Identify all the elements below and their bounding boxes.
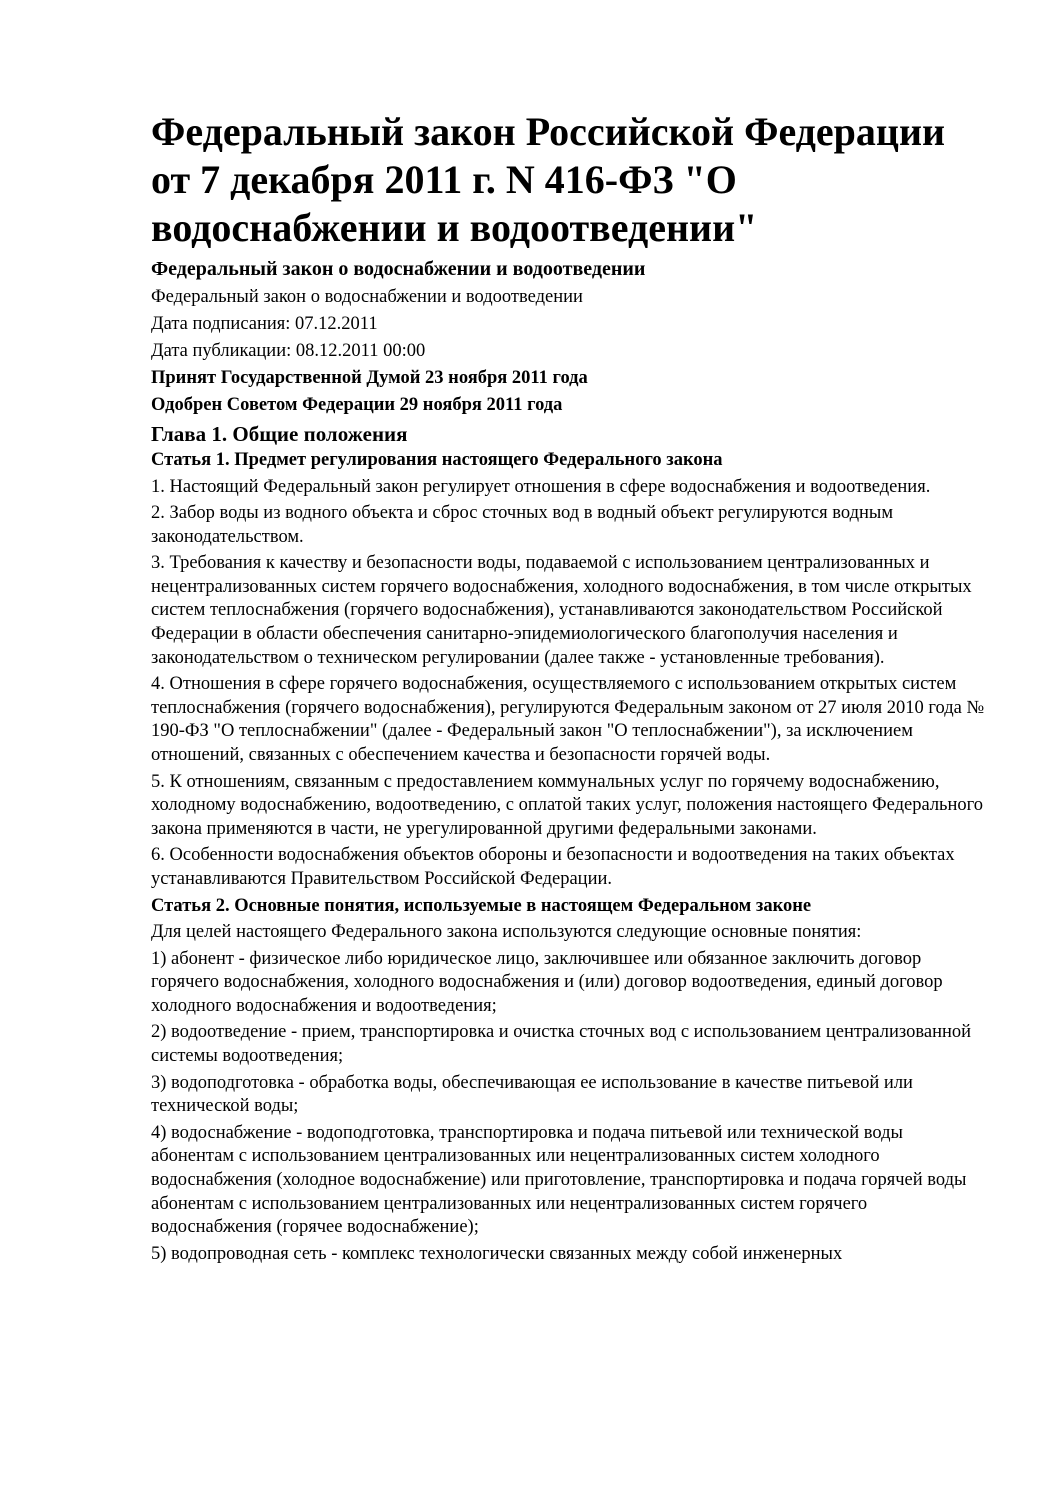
article-2-paragraph: 4) водоснабжение - водоподготовка, транспортировка и подача питьевой или технической воды абонентам с использованием централизованных или нецентрализованных систем холодного водоснабжения (холодное водоснабжение) или приготовление, транспортировка и подача горячей воды абонентам с использованием централизованных или нецентрализованных систем горячего водоснабжения (горячее водоснабжение); [151,1122,967,1238]
article-2-paragraph: 2) водоотведение - прием, транспортировка и очистка сточных вод с использованием централизованной системы водоотведения; [151,1022,972,1067]
article-1-paragraph: 5. К отношениям, связанным с предоставлением коммунальных услуг по горячему водоснабжению, холодному водоснабжению, водоотведению, с оплатой таких услуг, положения настоящего Федерального закона применяются в части, не урегулированной другими федеральными законами. [151,771,984,839]
chapter-heading: Глава 1. Общие положения [151,422,408,446]
article-2-paragraph: 5) водопроводная сеть - комплекс технологически связанных между собой инженерных [151,1243,843,1264]
article-2-paragraph: Для целей настоящего Федерального закона используются следующие основные понятия: [151,922,862,943]
article-2-heading: Статья 2. Основные понятия, используемые в настоящем Федеральном законе [151,895,812,916]
adopted-note: Принят Государственной Думой 23 ноября 2011 года [151,368,588,388]
article-2-paragraph: 1) абонент - физическое либо юридическое лицо, заключившее или обязанное заключить договор горячего водоснабжения, холодного водоснабжения и (или) договор водоотведения, единый договор холодного водоснабжения и водоотведения; [151,948,943,1016]
published-date: Дата публикации: 08.12.2011 00:00 [151,341,426,361]
signed-date: Дата подписания: 07.12.2011 [151,314,378,334]
document-page [151,108,986,1269]
article-1-paragraph: 2. Забор воды из водного объекта и сброс сточных вод в водный объект регулируются водным законодательством. [151,503,894,547]
article-2-paragraph: 3) водоподготовка - обработка воды, обеспечивающая ее использование в качестве питьевой или технической воды; [151,1072,913,1117]
article-1-heading: Статья 1. Предмет регулирования настоящего Федерального закона [151,450,723,470]
document-title: Федеральный закон Российской Федерации от 7 декабря 2011 г. N 416-ФЗ "О водоснабжении и водоотведении" [151,109,946,250]
article-1-paragraph: 3. Требования к качеству и безопасности воды, подаваемой с использованием централизованных и нецентрализованных систем горячего водоснабжения, холодного водоснабжения, в том числе открытых систем теплоснабжения (горячего водоснабжения), устанавливаются законодательством Российской Федерации в области обеспечения санитарно-эпидемиологического благополучия населения и законодательством о техническом регулировании (далее также - установленные требования). [151,553,972,668]
article-1-paragraph: 4. Отношения в сфере горячего водоснабжения, осуществляемого с использованием открытых систем теплоснабжения (горячего водоснабжения), регулируются Федеральным законом от 27 июля 2010 года № 190-ФЗ "О теплоснабжении" (далее - Федеральный закон "О теплоснабжении"), за исключением отношений, связанных с обеспечением качества и безопасности горячей воды. [151,674,985,766]
article-1-paragraph: 6. Особенности водоснабжения объектов обороны и безопасности и водоотведения на таких объектах устанавливаются Правительством Российской Федерации. [151,845,955,889]
document-subtitle: Федеральный закон о водоснабжении и водоотведении [151,258,646,280]
document-description: Федеральный закон о водоснабжении и водоотведении [151,287,583,307]
article-1-paragraph: 1. Настоящий Федеральный закон регулирует отношения в сфере водоснабжения и водоотведения. [151,476,931,497]
approved-note: Одобрен Советом Федерации 29 ноября 2011 года [151,395,563,415]
